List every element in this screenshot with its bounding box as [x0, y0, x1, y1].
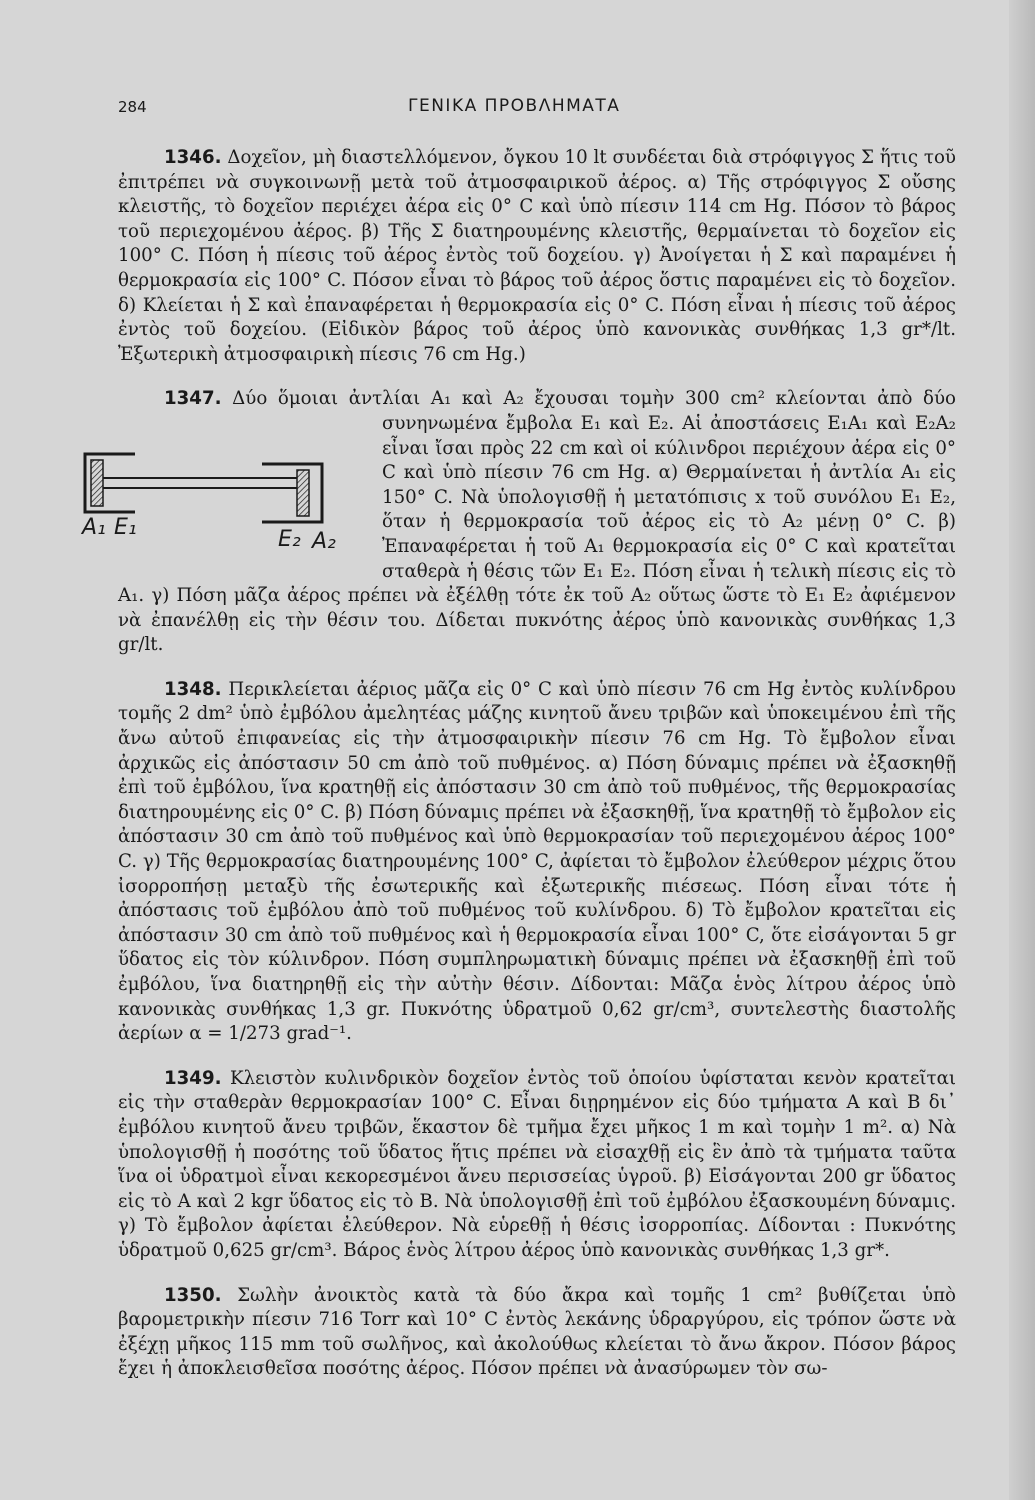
problem-1347	[82, 387, 956, 658]
problem-1350	[118, 1284, 956, 1382]
problem-text: Σωλὴν ἀνοικτὸς κατὰ τὰ δύο ἄκρα καὶ τομῆς 1 cm² βυθίζεται ὑπὸ βαρομετρικὴν πίεσιν 716 Torr καὶ 10° C ἐντὸς λεκάνης ὑδραργύρου, εἰς τρόπον ὥστε νὰ ἐξέχῃ μῆκος 115 mm τοῦ σωλῆνος, καὶ ἀκολούθως κλείεται τὸ ἄνω ἄκρον. Πόσον βάρος ἔχει ἡ ἀποκλεισθεῖσα ποσότης ἀέρος. Πόσον πρέπει νὰ ἀνασύρωμεν τὸν σω-	[118, 1284, 956, 1380]
piston-e1	[91, 460, 103, 506]
problem-text-intro: Δύο ὅμοιαι ἀντλίαι A₁ καὶ A₂ ἔχουσαι τομὴν 300 cm² κλείονται ἀπὸ δύο συνηνωμένα ἔμβολα E₁ καὶ E₂.	[232, 388, 956, 434]
problem-text: Κλειστὸν κυλινδρικὸν δοχεῖον ἐντὸς τοῦ ὁποίου ὑφίσταται κενὸν κρατεῖται εἰς τὴν σταθερὰν θερμοκρασίαν 100° C. Εἶναι διῃρημένον εἰς δύο τμήματα A καὶ B δι᾽ ἐμβόλου κινητοῦ ἄνευ τριβῶν, ἕκαστον δὲ τμῆμα ἔχει μῆκος 1 m καὶ τομὴν 1 m². α) Νὰ ὑπολογισθῇ ἡ ποσότης τοῦ ὕδατος ἥτις πρέπει νὰ εἰσαχθῇ εἰς ἓν ἀπὸ τὰ τμήματα ταῦτα ἵνα οἱ ὑδρατμοὶ εἶναι κεκορεσμένοι ἄνευ περισσείας ὑγροῦ. β) Εἰσάγονται 200 gr ὕδατος εἰς τὸ A καὶ 2 kgr ὕδατος εἰς τὸ B. Νὰ ὑπολογισθῇ ἐπὶ τοῦ ἐμβόλου ἐξασκουμένη δύναμις. γ) Τὸ ἔμβολον ἀφίεται ἐλεύθερον. Νὰ εὑρεθῇ ἡ θέσις ἰσορροπίας. Δίδονται : Πυκνότης ὑδρατμοῦ 0,625 gr/cm³. Βάρος ἑνὸς λίτρου ἀέρος ὑπὸ κανονικὰς συνθήκας 1,3 gr*.	[118, 1067, 956, 1261]
pump-diagram	[72, 442, 372, 577]
piston-e2	[297, 470, 309, 516]
problem-1348	[118, 678, 956, 1047]
running-title: ΓΕΝΙΚΑ ΠΡΟΒΛΗΜΑΤΑ	[408, 96, 621, 116]
problem-number: 1348.	[164, 678, 222, 700]
problem-number: 1350.	[164, 1284, 222, 1306]
label-a1: A₁	[82, 514, 106, 540]
problem-text: Περικλείεται ἀέριος μᾶζα εἰς 0° C καὶ ὑπὸ πίεσιν 76 cm Hg ἐντὸς κυλίνδρου τομῆς 2 dm² ὑπὸ ἐμβόλου ἀμελητέας μάζης κινητοῦ ἄνευ τριβῶν καὶ ὑποκειμένου ἐπὶ τῆς ἄνω αὐτοῦ ἐπιφανείας εἰς τὴν ἀτμοσφαιρικὴν πίεσιν 76 cm Hg. Τὸ ἔμβολον εἶναι ἀρχικῶς εἰς ἀπόστασιν 50 cm ἀπὸ τοῦ πυθμένος. α) Πόση δύναμις πρέπει νὰ ἐξασκηθῇ ἐπὶ τοῦ ἐμβόλου, ἵνα κρατηθῇ εἰς ἀπόστασιν 30 cm ἀπὸ τοῦ πυθμένος, τῆς θερμοκρασίας διατηρουμένης εἰς 0° C. β) Πόση δύναμις πρέπει νὰ ἐξασκηθῇ, ἵνα κρατηθῇ τὸ ἔμβολον εἰς ἀπόστασιν 30 cm ἀπὸ τοῦ πυθμένος καὶ ὑπὸ θερμοκρασίαν τοῦ περιεχομένου ἀέρος 100° C. γ) Τῆς θερμοκρασίας διατηρουμένης 100° C, ἀφίεται τὸ ἔμβολον ἐλεύθερον μέχρις ὅτου ἰσορροπήσῃ μεταξὺ τῆς ἐσωτερικῆς καὶ ἐξωτερικῆς πιέσεως. Πόση εἶναι τότε ἡ ἀπόστασις τοῦ ἐμβόλου ἀπὸ τοῦ πυθμένος τοῦ κυλίνδρου. δ) Τὸ ἔμβολον κρατεῖται εἰς ἀπόστασιν 30 cm ἀπὸ τοῦ πυθμένος καὶ ἡ θερμοκρασία εἶναι 100° C, ὅτε εἰσάγονται 5 gr ὕδατος εἰς τὸν κύλινδρον. Πόση συμπληρωματικὴ δύναμις πρέπει νὰ ἐξασκηθῇ ἐπὶ τοῦ ἐμβόλου, ἵνα διατηρηθῇ εἰς τὴν αὐτὴν θέσιν. Δίδονται: Μᾶζα ἑνὸς λίτρου ἀέρος ὑπὸ κανονικὰς συνθήκας 1,3 gr. Πυκνότης ὑδρατμοῦ 0,62 gr/cm³, συντελεστὴς διαστολῆς ἀερίων α = 1/273 grad⁻¹.	[118, 678, 956, 1045]
page-number: 284	[118, 98, 147, 116]
problem-number: 1347.	[164, 388, 222, 410]
problem-number: 1349.	[164, 1067, 222, 1089]
problem-1346	[118, 146, 956, 367]
problem-text: Αἱ ἀποστάσεις E₁A₁ καὶ E₂A₂ εἶναι ἴσαι πρὸς 22 cm καὶ οἱ κύλινδροι περιέχουν ἀέρα εἰς 0° C καὶ ὑπὸ πίεσιν 76 cm Hg. α) Θερμαίνεται ἡ ἀντλία A₁ εἰς 150° C. Νὰ ὑπολογισθῇ ἡ μετατόπισις x τοῦ συνόλου E₁ E₂, ὅταν ἡ θερμοκρασία τοῦ ἀέρος εἰς τὸ A₂ μένῃ 0° C. β) Ἐπαναφέρεται ἡ τοῦ A₁ θερμοκρασία εἰς 0° C καὶ κρατεῖται σταθερὰ ἡ θέσις τῶν E₁ E₂. Πόση εἶναι ἡ τελικὴ πίεσις εἰς τὸ A₁. γ) Πόση μᾶζα ἀέρος πρέπει νὰ ἐξέλθῃ τότε ἐκ τοῦ A₂ οὕτως ὥστε τὸ E₁ E₂ ἀφιέμενον νὰ ἐπανέλθῃ εἰς τὴν θέσιν του. Δίδεται πυκνότης ἀέρος ὑπὸ κανονικὰς συνθήκας 1,3 gr/lt.	[118, 412, 956, 656]
problem-1349	[118, 1067, 956, 1264]
problem-number: 1346.	[164, 147, 222, 168]
problem-text: Δοχεῖον, μὴ διαστελλόμενον, ὄγκου 10 lt συνδέεται διὰ στρόφιγγος Σ ἥτις τοῦ ἐπιτρέπει νὰ συγκοινωνῇ μετὰ τοῦ ἀτμοσφαιρικοῦ ἀέρος. α) Τῆς στρόφιγγος Σ οὔσης κλειστῆς, τὸ δοχεῖον περιέχει ἀέρα εἰς 0° C καὶ ὑπὸ πίεσιν 114 cm Hg. Πόσον τὸ βάρος τοῦ περιεχομένου ἀέρος. β) Τῆς Σ διατηρουμένης κλειστῆς, θερμαίνεται τὸ δοχεῖον εἰς 100° C. Πόση ἡ πίεσις τοῦ ἀέρος ἐντὸς τοῦ δοχείου. γ) Ἀνοίγεται ἡ Σ καὶ παραμένει ἡ θερμοκρασία εἰς 100° C. Πόσον εἶναι τὸ βάρος τοῦ ἀέρος ὅστις παραμένει εἰς τὸ δοχεῖον. δ) Κλείεται ἡ Σ καὶ ἐπαναφέρεται ἡ θερμοκρασία εἰς 0° C. Πόση εἶναι ἡ πίεσις τοῦ ἀέρος ἐντὸς τοῦ δοχείου. (Εἰδικὸν βάρος τοῦ ἀέρος ὑπὸ κανονικὰς συνθήκας 1,3 gr*/lt. Ἐξωτερικὴ ἀτμοσφαιρικὴ πίεσις 76 cm Hg.)	[118, 147, 956, 365]
label-e2: E₂	[278, 526, 301, 552]
cylinder-a1	[85, 454, 135, 512]
page-header	[118, 98, 958, 124]
label-e1: E₁	[114, 514, 137, 540]
page-content	[82, 146, 956, 1402]
label-a2: A₂	[312, 528, 336, 554]
cylinder-a2	[262, 464, 322, 522]
pump-diagram-drawing	[72, 442, 372, 577]
